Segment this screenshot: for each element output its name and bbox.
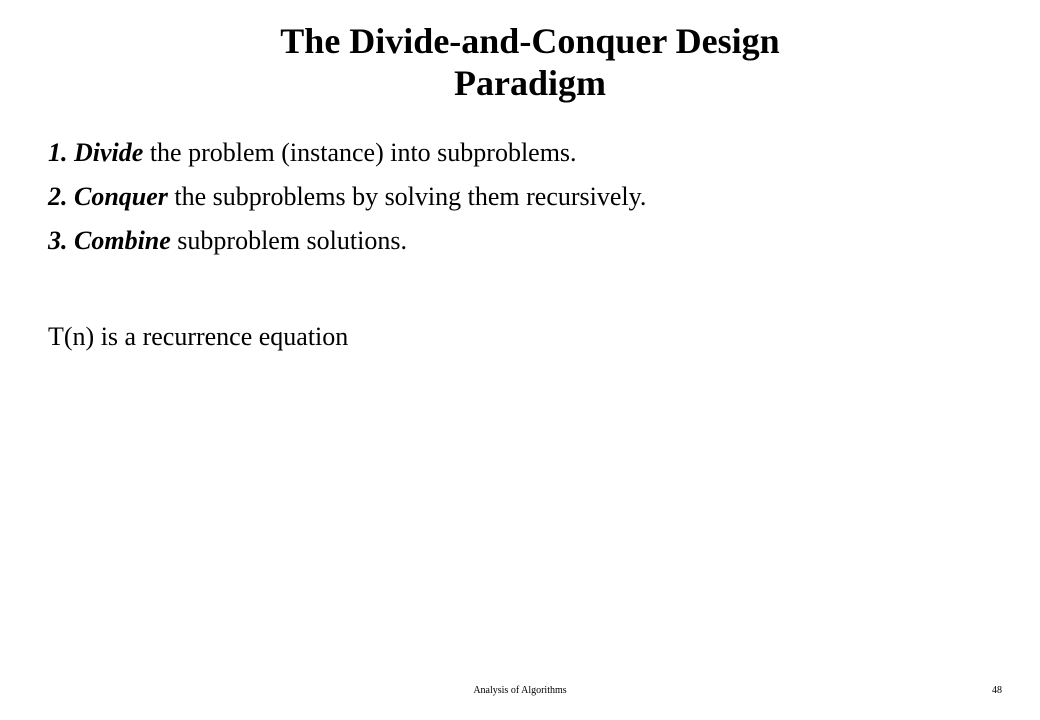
step-conquer (48, 182, 646, 212)
recurrence-note: T(n) is a recurrence equation (48, 322, 349, 351)
step-combine (48, 226, 646, 256)
step-divide (48, 138, 646, 168)
step-text: subproblem solutions. (177, 226, 407, 255)
step-number: 1. (48, 138, 68, 167)
step-text: the problem (instance) into subproblems. (149, 138, 577, 167)
slide-title-line-1: The Divide-and-Conquer Design (280, 21, 780, 61)
steps-list (48, 138, 646, 270)
step-number: 3. (48, 226, 68, 255)
step-keyword: Divide (74, 138, 144, 167)
footer-course-title: Analysis of Algorithms (473, 685, 567, 696)
step-keyword: Conquer (74, 182, 168, 211)
step-number: 2. (48, 182, 68, 211)
slide-title (0, 20, 1040, 104)
step-keyword: Combine (74, 226, 171, 255)
footer-page-number: 48 (992, 685, 1002, 696)
slide-title-line-2: Paradigm (454, 63, 606, 103)
step-text: the subproblems by solving them recursively. (174, 182, 647, 211)
